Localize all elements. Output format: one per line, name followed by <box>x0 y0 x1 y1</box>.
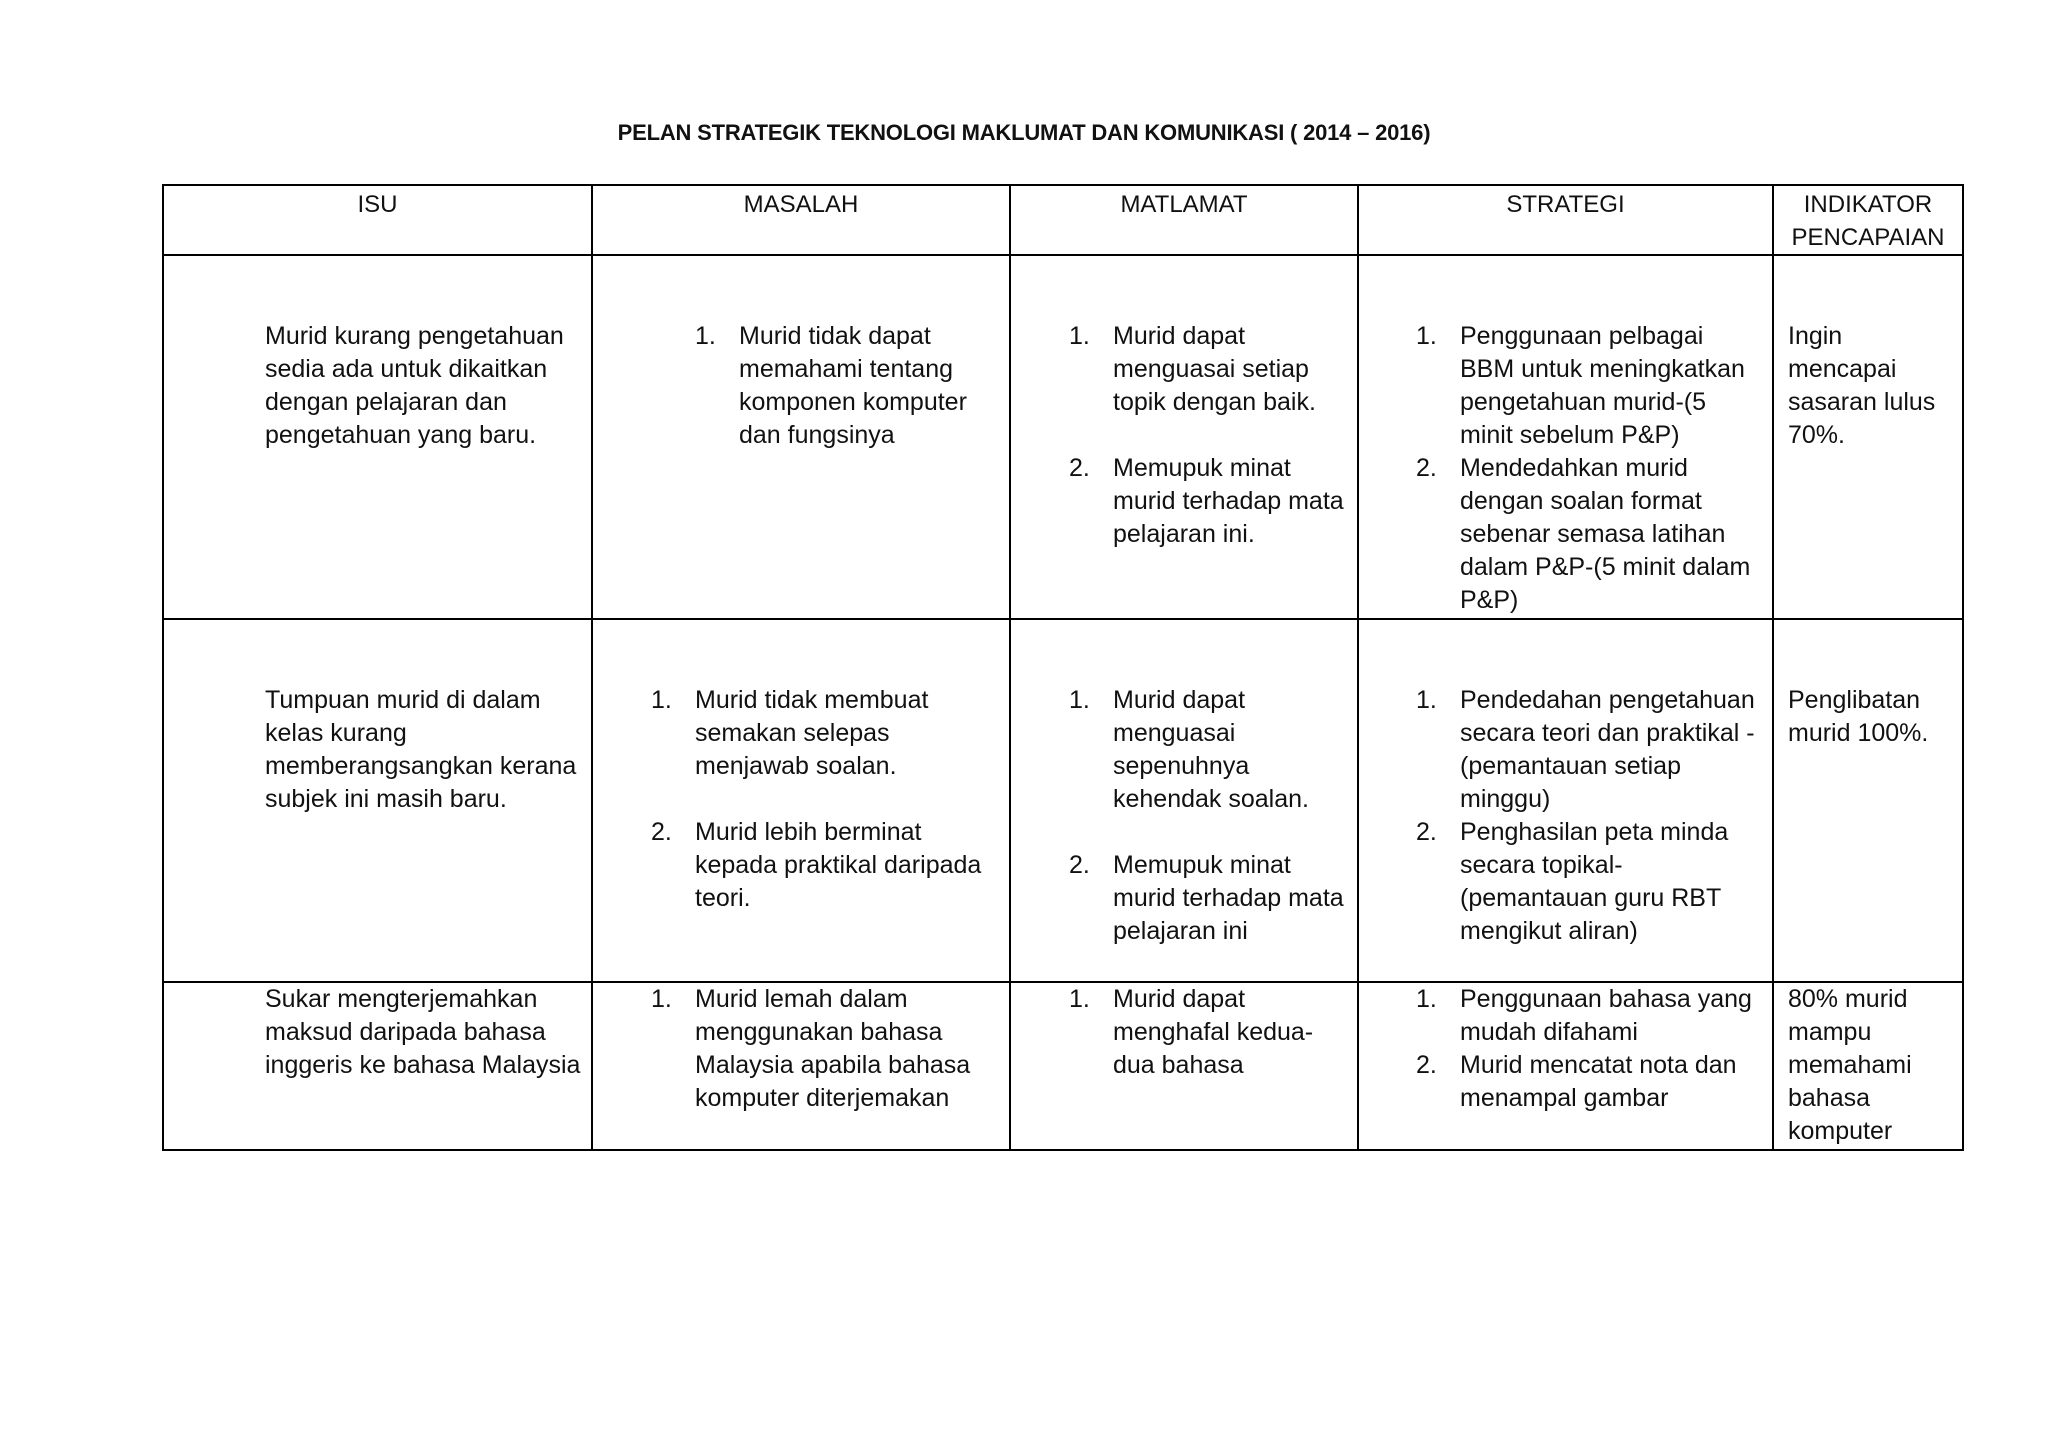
strategi-cell <box>1358 619 1773 982</box>
header-isu: ISU <box>163 185 592 255</box>
matlamat-cell <box>1010 982 1358 1150</box>
header-indikator: INDIKATOR PENCAPAIAN <box>1773 185 1963 255</box>
strategi-list <box>1416 320 1764 617</box>
page-title: PELAN STRATEGIK TEKNOLOGI MAKLUMAT DAN KOMUNIKASI ( 2014 – 2016) <box>617 120 1431 145</box>
list-item <box>1416 320 1764 452</box>
list-item <box>1416 816 1764 948</box>
item-number: 1. <box>1069 686 1090 714</box>
strategi-list <box>1416 684 1764 948</box>
matlamat-list <box>1069 684 1347 948</box>
masalah-list <box>651 983 999 1115</box>
item-number: 2. <box>1416 454 1437 482</box>
table-row <box>163 255 1963 619</box>
table-row <box>163 982 1963 1150</box>
strategi-list <box>1416 983 1764 1115</box>
item-number: 2. <box>651 818 672 846</box>
indikator-cell: Ingin mencapai sasaran lulus 70%. <box>1773 255 1963 619</box>
list-item <box>1069 684 1347 816</box>
masalah-cell <box>592 255 1010 619</box>
item-text: Pendedahan pengetahuan secara teori dan praktikal -(pemantauan setiap minggu) <box>1460 686 1755 813</box>
item-text: Mendedahkan murid dengan soalan format sebenar semasa latihan dalam P&P-(5 minit dalam P&P) <box>1460 454 1751 614</box>
item-text: Murid tidak membuat semakan selepas menjawab soalan. <box>695 686 929 780</box>
list-item <box>1416 983 1764 1049</box>
item-number: 1. <box>695 322 716 350</box>
list-item <box>1069 452 1347 551</box>
item-text: Murid dapat menguasai sepenuhnya kehendak soalan. <box>1113 686 1309 813</box>
item-text: Murid mencatat nota dan menampal gambar <box>1460 1051 1737 1112</box>
matlamat-list <box>1069 983 1347 1082</box>
item-number: 1. <box>1416 322 1437 350</box>
list-item <box>1069 849 1347 948</box>
isu-cell: Sukar mengterjemahkan maksud daripada bahasa inggeris ke bahasa Malaysia <box>163 982 592 1150</box>
item-text: Murid dapat menguasai setiap topik dengan baik. <box>1113 322 1316 416</box>
list-item <box>1416 684 1764 816</box>
item-number: 1. <box>1069 985 1090 1013</box>
list-item <box>1069 983 1347 1082</box>
item-number: 1. <box>1416 985 1437 1013</box>
header-strategi: STRATEGI <box>1358 185 1773 255</box>
header-matlamat: MATLAMAT <box>1010 185 1358 255</box>
strategi-cell <box>1358 982 1773 1150</box>
masalah-list <box>695 320 999 452</box>
indikator-cell: Penglibatan murid 100%. <box>1773 619 1963 982</box>
table-header-row <box>163 185 1963 255</box>
matlamat-cell <box>1010 255 1358 619</box>
list-item <box>1416 452 1764 617</box>
item-text: Penggunaan pelbagai BBM untuk meningkatkan pengetahuan murid-(5 minit sebelum P&P) <box>1460 322 1745 449</box>
item-text: Memupuk minat murid terhadap mata pelajaran ini <box>1113 851 1344 945</box>
indikator-cell: 80% murid mampu memahami bahasa komputer <box>1773 982 1963 1150</box>
item-number: 2. <box>1069 454 1090 482</box>
list-item <box>695 320 999 452</box>
masalah-list <box>651 684 999 915</box>
item-number: 1. <box>651 686 672 714</box>
list-item <box>1069 320 1347 419</box>
table-row <box>163 619 1963 982</box>
isu-cell: Murid kurang pengetahuan sedia ada untuk dikaitkan dengan pelajaran dan pengetahuan yang baru. <box>163 255 592 619</box>
item-number: 2. <box>1416 1051 1437 1079</box>
header-masalah: MASALAH <box>592 185 1010 255</box>
item-text: Murid dapat menghafal kedua-dua bahasa <box>1113 985 1314 1079</box>
masalah-cell <box>592 982 1010 1150</box>
item-number: 2. <box>1069 851 1090 879</box>
list-item <box>1416 1049 1764 1115</box>
list-item <box>651 684 999 783</box>
item-text: Memupuk minat murid terhadap mata pelajaran ini. <box>1113 454 1344 548</box>
item-text: Penggunaan bahasa yang mudah difahami <box>1460 985 1752 1046</box>
item-number: 1. <box>1069 322 1090 350</box>
item-number: 1. <box>651 985 672 1013</box>
list-item <box>651 983 999 1115</box>
item-text: Murid lemah dalam menggunakan bahasa Malaysia apabila bahasa komputer diterjemakan <box>695 985 971 1112</box>
matlamat-list <box>1069 320 1347 551</box>
matlamat-cell <box>1010 619 1358 982</box>
item-number: 1. <box>1416 686 1437 714</box>
isu-cell: Tumpuan murid di dalam kelas kurang memberangsangkan kerana subjek ini masih baru. <box>163 619 592 982</box>
item-text: Murid tidak dapat memahami tentang komponen komputer dan fungsinya <box>739 322 967 449</box>
strategic-plan-table <box>162 184 1964 1151</box>
strategi-cell <box>1358 255 1773 619</box>
item-text: Penghasilan peta minda secara topikal-(pemantauan guru RBT mengikut aliran) <box>1460 818 1729 945</box>
list-item <box>651 816 999 915</box>
item-text: Murid lebih berminat kepada praktikal daripada teori. <box>695 818 982 912</box>
item-number: 2. <box>1416 818 1437 846</box>
masalah-cell <box>592 619 1010 982</box>
